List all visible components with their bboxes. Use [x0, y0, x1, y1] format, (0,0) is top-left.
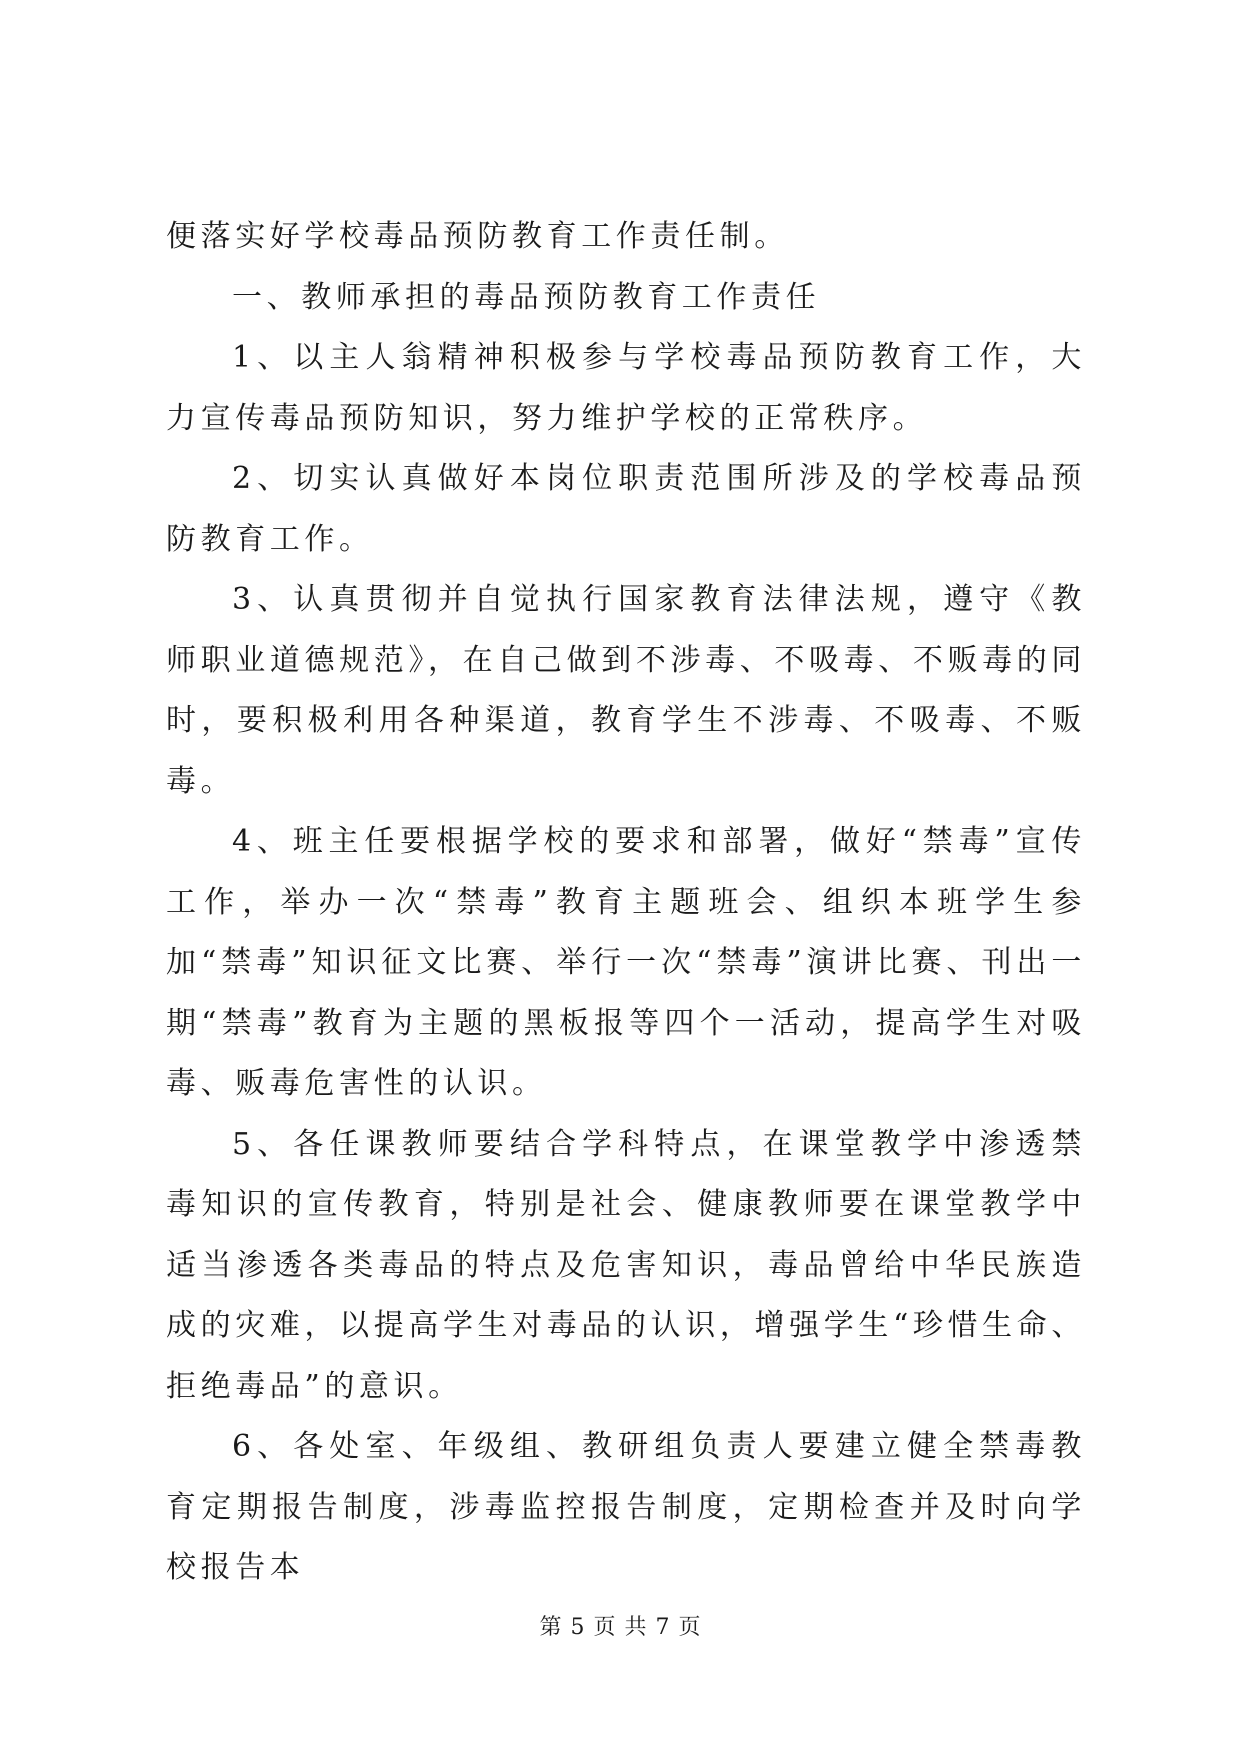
- paragraph-item-1: 1、以主人翁精神积极参与学校毒品预防教育工作，大力宣传毒品预防知识，努力维护学校的正常秩序。: [166, 340, 1086, 436]
- section-heading: 一、教师承担的毒品预防教育工作责任: [232, 279, 821, 315]
- paragraph-item-6: 6、各处室、年级组、教研组负责人要建立健全禁毒教育定期报告制度，涉毒监控报告制度，定期检查并及时向学校报告本: [166, 1429, 1086, 1585]
- page-number-label: 第 5 页 共 7 页: [539, 1615, 702, 1640]
- document-body: [166, 207, 1086, 1599]
- paragraph-item-2: 2、切实认真做好本岗位职责范围所涉及的学校毒品预防教育工作。: [166, 461, 1086, 557]
- page-footer: [0, 1610, 1241, 1641]
- paragraph-item-4: 4、班主任要根据学校的要求和部署，做好“禁毒”宣传工作，举办一次“禁毒”教育主题班会、组织本班学生参加“禁毒”知识征文比赛、举行一次“禁毒”演讲比赛、刊出一期“禁毒”教育为主题的黑板报等四个一活动，提高学生对吸毒、贩毒危害性的认识。: [166, 824, 1086, 1101]
- paragraph-item-5: 5、各任课教师要结合学科特点，在课堂教学中渗透禁毒知识的宣传教育，特别是社会、健康教师要在课堂教学中适当渗透各类毒品的特点及危害知识，毒品曾给中华民族造成的灾难，以提高学生对毒品的认识，增强学生“珍惜生命、拒绝毒品”的意识。: [166, 1126, 1086, 1404]
- paragraph-continuation: 便落实好学校毒品预防教育工作责任制。: [166, 219, 789, 254]
- paragraph-item-3: 3、认真贯彻并自觉执行国家教育法律法规，遵守《教师职业道德规范》，在自己做到不涉毒、不吸毒、不贩毒的同时，要积极利用各种渠道，教育学生不涉毒、不吸毒、不贩毒。: [166, 582, 1086, 799]
